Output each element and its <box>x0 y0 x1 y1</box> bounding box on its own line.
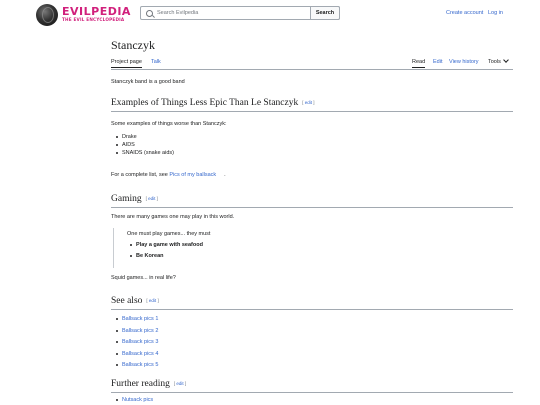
see-also-list <box>111 315 158 369</box>
search-button[interactable]: Search <box>310 6 340 20</box>
login-link[interactable]: Log in <box>488 10 503 16</box>
search-input[interactable] <box>157 7 297 19</box>
section-heading-see-also <box>111 296 513 310</box>
edit-label: edit <box>304 100 313 105</box>
site-logo-tagline: THE EVIL ENCYCLOPEDIA <box>62 17 125 22</box>
list-item <box>111 338 158 346</box>
section-heading-further-reading <box>111 379 513 393</box>
further-reading-list <box>111 396 153 404</box>
complete-list-line <box>111 171 226 179</box>
tab-project-page[interactable]: Project page <box>111 59 142 68</box>
list-item: AIDS <box>111 141 174 149</box>
edit-section-link[interactable]: [ edit ] <box>146 298 159 303</box>
list-item <box>111 315 158 323</box>
site-logo-title[interactable]: EVILPEDIA <box>62 5 131 18</box>
see-also-link[interactable]: Ballsack pics 1 <box>122 316 159 322</box>
examples-intro: Some examples of things worse than Stanczyk: <box>111 121 227 127</box>
quote-text: One must play games... they must <box>127 231 211 237</box>
see-also-link[interactable]: Ballsack pics 4 <box>122 350 159 357</box>
edit-section-link[interactable]: [ edit ] <box>302 100 315 105</box>
site-logo-globe[interactable] <box>36 4 58 26</box>
search-box <box>140 6 340 20</box>
main-content <box>111 38 513 403</box>
edit-label: edit <box>148 298 157 303</box>
list-item <box>111 396 153 404</box>
pics-link[interactable]: Pics of my ballsack <box>169 172 217 178</box>
edit-label: edit <box>148 196 156 201</box>
see-also-link[interactable]: Ballsack pics 5 <box>122 362 159 368</box>
tools-menu[interactable] <box>488 59 508 67</box>
list-item: Drake <box>111 133 174 141</box>
page-title: Stanczyk <box>111 38 155 52</box>
section-heading-gaming <box>111 194 513 208</box>
list-item: SNAIDS (snake aids) <box>111 149 174 157</box>
section-heading-examples <box>111 98 513 112</box>
further-reading-link[interactable]: Nutsack pics <box>122 397 154 403</box>
examples-list <box>111 133 174 157</box>
section-heading-text: See also <box>111 296 143 306</box>
see-also-link[interactable]: Ballsack pics 2 <box>122 327 159 334</box>
edit-section-link[interactable]: [ edit ] <box>145 196 158 201</box>
see-also-link[interactable]: Ballsack pics 3 <box>122 339 159 345</box>
tab-read[interactable]: Read <box>412 59 425 68</box>
search-icon <box>146 10 153 17</box>
section-heading-text: Further reading <box>111 379 170 389</box>
create-account-link[interactable]: Create account <box>446 10 484 16</box>
list-item <box>111 361 158 369</box>
gaming-intro: There are many games one may play in this world. <box>111 214 235 220</box>
complete-list-prefix: For a complete list, see <box>111 172 170 178</box>
quote-list <box>125 241 277 260</box>
tab-talk[interactable]: Talk <box>151 59 161 65</box>
lead-paragraph: Stanczyk band is a good band <box>111 79 185 85</box>
list-item: Play a game with seafood <box>125 241 277 249</box>
tools-label: Tools <box>488 59 501 65</box>
gaming-quote <box>113 228 277 268</box>
list-item <box>111 350 158 358</box>
complete-list-suffix: . <box>224 172 226 178</box>
section-heading-text: Gaming <box>111 194 142 204</box>
tab-view-history[interactable]: View history <box>449 59 479 65</box>
section-heading-text: Examples of Things Less Epic Than Le Stanczyk <box>111 98 299 108</box>
list-item <box>111 327 158 335</box>
gaming-outro: Squid games... in real life? <box>111 275 176 281</box>
page-tabs <box>111 57 513 70</box>
edit-section-link[interactable]: [ edit ] <box>173 381 187 386</box>
list-item: Be Korean <box>125 252 277 260</box>
chevron-down-icon <box>503 57 509 63</box>
tab-edit[interactable]: Edit <box>433 59 443 65</box>
edit-label: edit <box>176 381 184 386</box>
